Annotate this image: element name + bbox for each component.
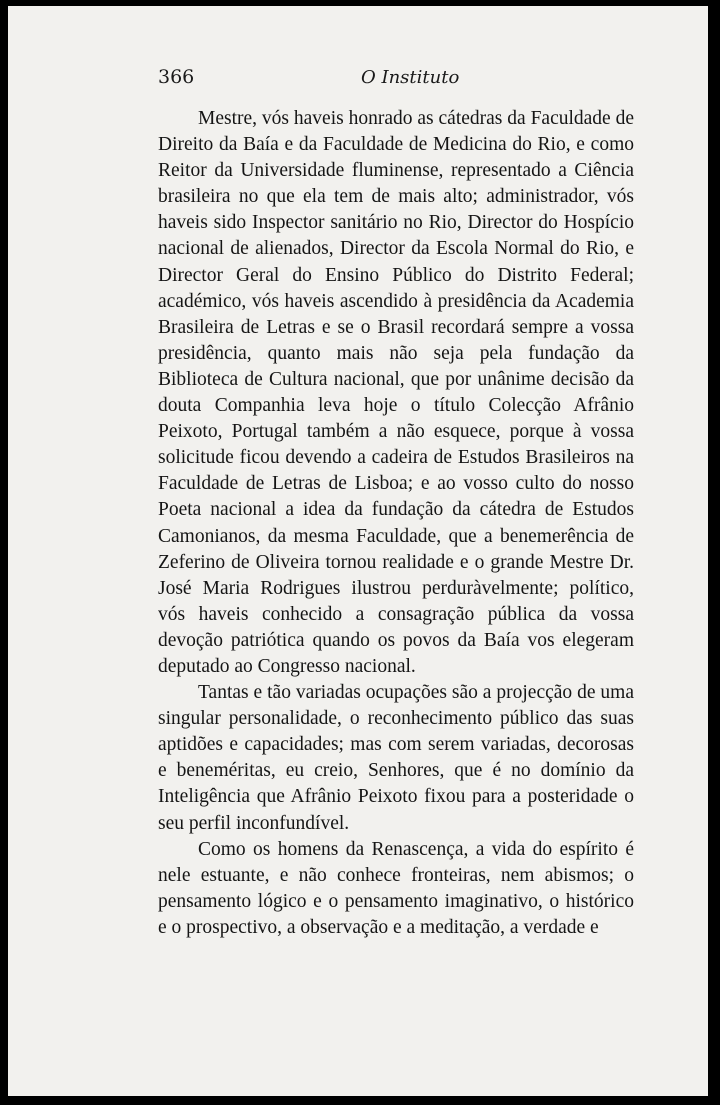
page-number: 366 [158, 66, 195, 88]
paragraph: Mestre, vós haveis honrado as cátedras da Faculdade de Direito da Baía e da Faculdade de Medicina do Rio, e como Reitor da Universidade fluminense, representado a Ciência brasileira no que ela tem de mais alto; administrador, vós haveis sido Inspector sanitário no Rio, Director do Hospício nacional de alienados, Director da Escola Normal do Rio, e Director Geral do Ensino Público do Distrito Federal; académico, vós haveis ascendido à presidência da Academia Brasileira de Letras e se o Brasil recordará sempre a vossa presidência, quanto mais não seja pela fundação da Biblioteca de Cultura nacional, que por unânime decisão da douta Companhia leva hoje o título Colecção Afrânio Peixoto, Portugal também a não esquece, porque à vossa solicitude ficou devendo a cadeira de Estudos Brasileiros na Faculdade de Letras de Lisboa; e ao vosso culto do nosso Poeta nacional a idea da fundação da cátedra de Estudos Camonianos, da mesma Faculdade, que a benemerência de Zeferino de Oliveira tornou realidade e o grande Mestre Dr. José Maria Rodrigues ilustrou perduràvelmente; político, vós haveis conhecido a consagração pública da vossa devoção patriótica quando os povos da Baía vos elegeram deputado ao Congresso nacional. [158, 108, 634, 677]
document-page [8, 6, 708, 1096]
running-title: O Instituto [361, 67, 460, 88]
body-text [158, 106, 634, 941]
paragraph: Tantas e tão variadas ocupações são a projecção de uma singular personalidade, o reconhecimento público das suas aptidões e capacidades; mas com serem variadas, decorosas e beneméritas, eu creio, Senhores, que é no domínio da Inteligência que Afrânio Peixoto fixou para a posteridade o seu perfil inconfundível. [158, 682, 634, 834]
paragraph: Como os homens da Renascença, a vida do espírito é nele estuante, e não conhece fronteiras, nem abismos; o pensamento lógico e o pensamento imaginativo, o histórico e o prospectivo, a observação e a meditação, a verdade e [158, 838, 634, 938]
page-header [158, 66, 634, 96]
